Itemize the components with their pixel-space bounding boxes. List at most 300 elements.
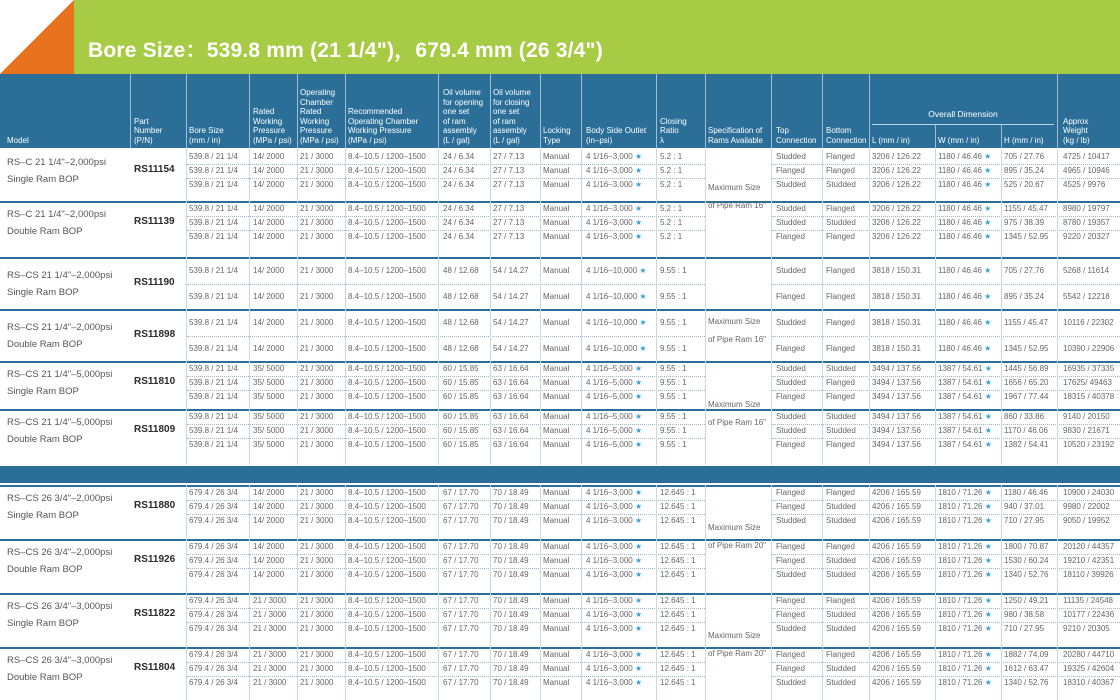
bore-size-value: 539.8 / 21 1/4 xyxy=(189,426,238,435)
oil-close xyxy=(493,364,529,374)
model-name-line: Single Ram BOP xyxy=(7,618,79,629)
bore-size xyxy=(189,624,238,634)
body-side-outlet xyxy=(586,542,642,552)
row-divider xyxy=(772,662,1120,663)
length-value: 3818 / 150.31 xyxy=(872,318,921,327)
height-value: 1882 / 74.09 xyxy=(1004,650,1049,659)
bottom-connection xyxy=(826,152,855,162)
weight xyxy=(1063,440,1114,450)
top-connection-value: Studded xyxy=(776,412,806,421)
height xyxy=(1004,266,1044,276)
weight xyxy=(1063,266,1109,276)
width xyxy=(938,218,991,228)
closing-ratio xyxy=(660,204,682,214)
oil-open xyxy=(443,292,479,302)
spec-line: of Pipe Ram 20" xyxy=(708,541,766,550)
header-overall-dimension: Overall Dimension xyxy=(928,109,998,119)
header-divider xyxy=(822,74,823,148)
locking-type xyxy=(543,624,569,634)
top-connection xyxy=(776,204,806,214)
rec-pressure-value: 8.4–10.5 / 1200–1500 xyxy=(348,440,426,449)
star-icon: ★ xyxy=(981,152,992,161)
oil-close-value: 54 / 14.27 xyxy=(493,344,529,353)
star-icon: ★ xyxy=(982,488,992,497)
header-oil-close-line: for closing xyxy=(493,97,530,107)
width-value: 1810 / 71.26 xyxy=(938,624,983,633)
body-side-outlet-value: 4 1/16–3,000 xyxy=(586,152,633,161)
rec-pressure xyxy=(348,180,426,190)
bore-size xyxy=(189,502,238,512)
top-connection xyxy=(776,152,806,162)
width-value: 1180 / 46.46 xyxy=(938,152,982,161)
width-value: 1180 / 46.46 xyxy=(938,218,982,227)
oil-close xyxy=(493,180,524,190)
column-divider xyxy=(345,485,346,700)
rec-pressure-value: 8.4–10.5 / 1200–1500 xyxy=(348,570,426,579)
oil-open xyxy=(443,218,474,228)
weight-value: 10116 / 22302 xyxy=(1063,318,1114,327)
top-connection-value: Flanged xyxy=(776,664,805,673)
weight xyxy=(1063,152,1110,162)
oil-close xyxy=(493,292,529,302)
op-pressure xyxy=(300,556,333,566)
rated-pressure xyxy=(253,664,286,674)
header-rec-op-pressure-line: Working Pressure xyxy=(348,126,412,135)
body-side-outlet-value: 4 1/16–3,000 xyxy=(586,664,633,673)
locking-type-value: Manual xyxy=(543,266,570,275)
star-icon: ★ xyxy=(637,292,647,301)
body-side-outlet xyxy=(586,502,642,512)
row-divider xyxy=(772,164,1120,165)
width-value: 1810 / 71.26 xyxy=(938,664,983,673)
bore-size-value: 539.8 / 21 1/4 xyxy=(189,412,238,421)
rated-pressure xyxy=(253,152,284,162)
bore-size xyxy=(189,292,238,302)
op-pressure-value: 21 / 3000 xyxy=(300,266,334,275)
oil-close-value: 63 / 16.64 xyxy=(493,440,529,449)
part-number: RS11804 xyxy=(134,662,176,673)
bore-size-value: 539.8 / 21 1/4 xyxy=(189,152,238,161)
op-pressure-value: 21 / 3000 xyxy=(300,344,334,353)
header-divider xyxy=(345,74,346,148)
height xyxy=(1004,292,1044,302)
star-icon: ★ xyxy=(637,344,647,353)
closing-ratio-value: 9.55 : 1 xyxy=(660,378,687,387)
weight-value: 10900 / 24030 xyxy=(1063,488,1115,497)
body-side-outlet xyxy=(586,412,642,422)
body-side-outlet-value: 4 1/16–10,000 xyxy=(586,318,638,327)
op-pressure-value: 21 / 3000 xyxy=(300,218,334,227)
rec-pressure xyxy=(348,596,426,606)
oil-close xyxy=(493,624,529,634)
height-value: 1656 / 65.20 xyxy=(1004,378,1049,387)
rated-pressure-value: 14/ 2000 xyxy=(253,232,285,241)
star-icon: ★ xyxy=(982,664,992,673)
part-number: RS11880 xyxy=(134,500,176,511)
weight xyxy=(1063,180,1105,190)
rec-pressure xyxy=(348,440,426,450)
rec-pressure-value: 8.4–10.5 / 1200–1500 xyxy=(348,624,426,633)
closing-ratio-value: 12.645 : 1 xyxy=(660,664,696,673)
bore-size-value: 539.8 / 21 1/4 xyxy=(189,180,238,189)
length xyxy=(872,232,921,242)
header-oil-close-line: Oil volume xyxy=(493,88,531,97)
bore-size-value: 539.8 / 21 1/4 xyxy=(189,204,238,213)
oil-open xyxy=(443,378,479,388)
column-divider xyxy=(581,148,582,465)
bore-size-value: 679.4 / 26 3/4 xyxy=(189,664,238,673)
bore-size xyxy=(189,318,238,328)
body-side-outlet xyxy=(586,344,647,354)
header-oil-close-line: of ram xyxy=(493,116,516,126)
spec-rams-available xyxy=(708,317,766,345)
bottom-connection xyxy=(826,664,856,674)
column-divider xyxy=(822,485,823,700)
height-value: 860 / 33.86 xyxy=(1004,412,1045,421)
header-oil-close xyxy=(493,88,531,145)
group-border xyxy=(0,257,1120,259)
weight xyxy=(1063,542,1114,552)
rated-pressure-value: 21 / 3000 xyxy=(253,664,287,673)
top-connection-value: Flanged xyxy=(776,542,805,551)
top-connection-value: Flanged xyxy=(776,440,805,449)
closing-ratio xyxy=(660,318,687,328)
length xyxy=(872,610,921,620)
weight xyxy=(1063,378,1112,388)
weight xyxy=(1063,344,1114,354)
body-side-outlet-value: 4 1/16–3,000 xyxy=(586,556,633,565)
bottom-connection xyxy=(826,318,855,328)
body-side-outlet xyxy=(586,516,642,526)
row-divider xyxy=(772,438,1120,439)
rated-pressure-value: 21 / 3000 xyxy=(253,678,287,687)
op-pressure xyxy=(300,542,333,552)
locking-type-value: Manual xyxy=(543,218,570,227)
closing-ratio-value: 9.55 : 1 xyxy=(660,440,687,449)
rec-pressure-value: 8.4–10.5 / 1200–1500 xyxy=(348,610,426,619)
bottom-connection-value: Studded xyxy=(826,516,856,525)
star-icon: ★ xyxy=(982,426,992,435)
length xyxy=(872,318,921,328)
bottom-connection xyxy=(826,596,855,606)
bore-size-value: 679.4 / 26 3/4 xyxy=(189,624,238,633)
row-divider xyxy=(772,514,1120,515)
rated-pressure-value: 21 / 3000 xyxy=(253,650,287,659)
column-divider xyxy=(1057,148,1058,465)
bottom-connection-value: Studded xyxy=(826,624,856,633)
length-value: 3494 / 137.56 xyxy=(872,426,921,435)
bottom-connection xyxy=(826,364,856,374)
body-side-outlet-value: 4 1/16–3,000 xyxy=(586,204,633,213)
table-header xyxy=(0,74,1120,148)
length-value: 4206 / 165.59 xyxy=(872,488,921,497)
length xyxy=(872,570,921,580)
header-op-chamber-pressure xyxy=(300,88,339,145)
star-icon: ★ xyxy=(982,650,992,659)
op-pressure-value: 21 / 3000 xyxy=(300,204,334,213)
weight-value: 4965 / 10946 xyxy=(1063,166,1110,175)
op-pressure xyxy=(300,570,333,580)
width xyxy=(938,166,991,176)
closing-ratio-value: 12.645 : 1 xyxy=(660,570,696,579)
locking-type-value: Manual xyxy=(543,412,570,421)
op-pressure xyxy=(300,152,333,162)
oil-close xyxy=(493,166,524,176)
column-divider xyxy=(822,148,823,465)
length xyxy=(872,488,921,498)
top-connection-value: Flanged xyxy=(776,232,805,241)
top-connection xyxy=(776,318,806,328)
height-value: 1155 / 45.47 xyxy=(1004,204,1048,213)
top-connection xyxy=(776,488,805,498)
star-icon: ★ xyxy=(632,392,643,401)
width xyxy=(938,232,991,242)
header-divider xyxy=(935,125,936,148)
length xyxy=(872,412,921,422)
header-bottom-connection-line: Connection xyxy=(826,135,867,145)
row-divider xyxy=(772,500,1120,501)
spec-line: of Pipe Ram 16" xyxy=(708,418,766,427)
rated-pressure-value: 14/ 2000 xyxy=(253,542,285,551)
rated-pressure-value: 14/ 2000 xyxy=(253,166,285,175)
spec-line: Maximum Size xyxy=(708,400,761,409)
bottom-connection-value: Studded xyxy=(826,180,856,189)
rated-pressure-value: 14/ 2000 xyxy=(253,292,285,301)
bore-size xyxy=(189,542,238,552)
bore-size xyxy=(189,344,238,354)
width-value: 1387 / 54.61 xyxy=(938,378,983,387)
top-connection-value: Studded xyxy=(776,180,806,189)
header-top-connection-line: Top xyxy=(776,126,789,135)
bore-size xyxy=(189,218,238,228)
star-icon: ★ xyxy=(981,180,992,189)
oil-open xyxy=(443,502,479,512)
bottom-connection-value: Studded xyxy=(826,570,856,579)
height xyxy=(1004,440,1048,450)
closing-ratio-value: 12.645 : 1 xyxy=(660,502,696,511)
oil-open-value: 24 / 6.34 xyxy=(443,180,475,189)
star-icon: ★ xyxy=(632,364,643,373)
header-divider xyxy=(130,74,131,148)
locking-type-value: Manual xyxy=(543,610,570,619)
column-divider xyxy=(249,148,250,465)
row-divider xyxy=(187,336,705,337)
header-locking-type-line: Locking xyxy=(543,126,571,135)
top-connection-value: Studded xyxy=(776,378,806,387)
model-name xyxy=(7,652,112,686)
height-value: 940 / 37.01 xyxy=(1004,502,1045,511)
width-value: 1387 / 54.61 xyxy=(938,412,983,421)
weight xyxy=(1063,516,1110,526)
height-value: 1530 / 60.24 xyxy=(1004,556,1049,565)
bore-size-value: 539.8 / 21 1/4 xyxy=(189,218,238,227)
model-name xyxy=(7,319,112,353)
width xyxy=(938,412,992,422)
height-value: 1345 / 52.95 xyxy=(1004,344,1049,353)
closing-ratio-value: 9.55 : 1 xyxy=(660,344,687,353)
rated-pressure-value: 21 / 3000 xyxy=(253,610,287,619)
row-divider xyxy=(187,514,705,515)
star-icon: ★ xyxy=(981,344,992,353)
length xyxy=(872,292,921,302)
header-body-side-outlet-line: Body Side Outlet xyxy=(586,126,647,135)
header-width xyxy=(938,136,979,146)
column-divider xyxy=(869,148,870,465)
header-divider xyxy=(540,74,541,148)
oil-close-value: 70 / 18.49 xyxy=(493,516,529,525)
group-border xyxy=(0,485,1120,487)
bore-size xyxy=(189,556,238,566)
length xyxy=(872,392,921,402)
height-value: 1800 / 70.87 xyxy=(1004,542,1049,551)
top-connection xyxy=(776,570,806,580)
column-divider xyxy=(869,485,870,700)
star-icon: ★ xyxy=(632,166,643,175)
oil-open-value: 60 / 15.85 xyxy=(443,440,479,449)
header-top-connection-line: Connection xyxy=(776,135,817,145)
closing-ratio-value: 12.645 : 1 xyxy=(660,488,696,497)
rated-pressure xyxy=(253,542,284,552)
body-side-outlet-value: 4 1/16–3,000 xyxy=(586,624,633,633)
oil-close xyxy=(493,344,529,354)
weight-value: 4525 / 9976 xyxy=(1063,180,1106,189)
height xyxy=(1004,412,1044,422)
oil-open-value: 67 / 17.70 xyxy=(443,624,479,633)
row-divider xyxy=(187,216,705,217)
rec-pressure-value: 8.4–10.5 / 1200–1500 xyxy=(348,502,426,511)
body-side-outlet xyxy=(586,624,642,634)
body-side-outlet-value: 4 1/16–3,000 xyxy=(586,232,633,241)
rec-pressure xyxy=(348,344,426,354)
bottom-connection xyxy=(826,378,855,388)
oil-close-value: 27 / 7.13 xyxy=(493,152,525,161)
header-rated-pressure xyxy=(253,107,292,145)
op-pressure-value: 21 / 3000 xyxy=(300,542,334,551)
row-divider xyxy=(187,390,705,391)
oil-open xyxy=(443,204,474,214)
oil-close-value: 70 / 18.49 xyxy=(493,596,529,605)
top-connection xyxy=(776,516,806,526)
top-connection-value: Flanged xyxy=(776,502,805,511)
header-oil-close-line: (L / gal) xyxy=(493,135,520,145)
bottom-connection-value: Studded xyxy=(826,610,856,619)
header-oil-open-line: one set xyxy=(443,107,470,116)
spec-line: of Pipe Ram 16" xyxy=(708,335,766,344)
rated-pressure-value: 14/ 2000 xyxy=(253,152,285,161)
oil-open-value: 48 / 12.68 xyxy=(443,266,479,275)
length-value: 3206 / 126.22 xyxy=(872,204,921,213)
header-divider xyxy=(249,74,250,148)
header-op-chamber-pressure-line: Rated xyxy=(300,107,322,116)
locking-type-value: Manual xyxy=(543,678,570,687)
bottom-connection xyxy=(826,556,856,566)
top-connection xyxy=(776,218,806,228)
rated-pressure xyxy=(253,650,286,660)
bore-size-value: 539.8 / 21 1/4 xyxy=(189,378,238,387)
body-side-outlet xyxy=(586,218,642,228)
body-side-outlet xyxy=(586,266,647,276)
weight xyxy=(1063,570,1114,580)
body-side-outlet-value: 4 1/16–3,000 xyxy=(586,570,633,579)
width xyxy=(938,624,992,634)
rec-pressure xyxy=(348,426,426,436)
spec-rams-available xyxy=(708,183,766,211)
bore-size-value: 679.4 / 26 3/4 xyxy=(189,502,238,511)
width-value: 1810 / 71.26 xyxy=(938,556,983,565)
bottom-connection xyxy=(826,218,856,228)
star-icon: ★ xyxy=(632,426,643,435)
row-divider xyxy=(772,568,1120,569)
width xyxy=(938,650,992,660)
closing-ratio xyxy=(660,378,687,388)
bottom-connection xyxy=(826,678,856,688)
header-bottom-connection xyxy=(826,126,866,145)
closing-ratio xyxy=(660,488,696,498)
closing-ratio-value: 12.645 : 1 xyxy=(660,678,696,687)
model-name xyxy=(7,206,106,240)
closing-ratio xyxy=(660,610,696,620)
height xyxy=(1004,542,1048,552)
star-icon: ★ xyxy=(982,412,992,421)
width xyxy=(938,378,992,388)
oil-open xyxy=(443,232,474,242)
model-name-line: Double Ram BOP xyxy=(7,564,83,575)
oil-open xyxy=(443,152,474,162)
oil-open-value: 67 / 17.70 xyxy=(443,610,479,619)
length xyxy=(872,166,921,176)
bore-size-value: 679.4 / 26 3/4 xyxy=(189,516,238,525)
rec-pressure-value: 8.4–10.5 / 1200–1500 xyxy=(348,678,426,687)
rec-pressure-value: 8.4–10.5 / 1200–1500 xyxy=(348,426,426,435)
rated-pressure-value: 14/ 2000 xyxy=(253,344,285,353)
bore-size-value: 539.8 / 21 1/4 xyxy=(189,292,238,301)
bottom-connection xyxy=(826,650,855,660)
oil-close xyxy=(493,488,529,498)
closing-ratio xyxy=(660,516,696,526)
rated-pressure-value: 14/ 2000 xyxy=(253,570,285,579)
weight xyxy=(1063,426,1110,436)
part-number: RS11190 xyxy=(134,277,175,288)
row-divider xyxy=(187,500,705,501)
column-divider xyxy=(186,485,187,700)
locking-type-value: Manual xyxy=(543,542,570,551)
corner-triangle-icon xyxy=(0,0,80,74)
op-pressure-value: 21 / 3000 xyxy=(300,556,334,565)
top-connection xyxy=(776,678,806,688)
length-value: 4206 / 165.59 xyxy=(872,678,921,687)
body-side-outlet xyxy=(586,232,642,242)
oil-open xyxy=(443,624,479,634)
row-divider xyxy=(772,376,1120,377)
locking-type xyxy=(543,378,569,388)
star-icon: ★ xyxy=(982,364,992,373)
header-closing-ratio-line: Closing xyxy=(660,116,687,126)
op-pressure-value: 21 / 3000 xyxy=(300,412,334,421)
header-op-chamber-pressure-line: Pressure xyxy=(300,126,333,135)
bottom-connection xyxy=(826,204,855,214)
model-name-line: Double Ram BOP xyxy=(7,339,83,350)
height xyxy=(1004,664,1048,674)
body-side-outlet-value: 4 1/16–10,000 xyxy=(586,344,638,353)
locking-type-value: Manual xyxy=(543,152,570,161)
top-connection xyxy=(776,440,805,450)
locking-type-value: Manual xyxy=(543,364,570,373)
row-divider xyxy=(772,608,1120,609)
oil-close-value: 54 / 14.27 xyxy=(493,318,529,327)
width xyxy=(938,392,992,402)
model-name-line: RS–CS 26 3/4"–2,000psi xyxy=(7,547,113,558)
top-connection xyxy=(776,292,805,302)
